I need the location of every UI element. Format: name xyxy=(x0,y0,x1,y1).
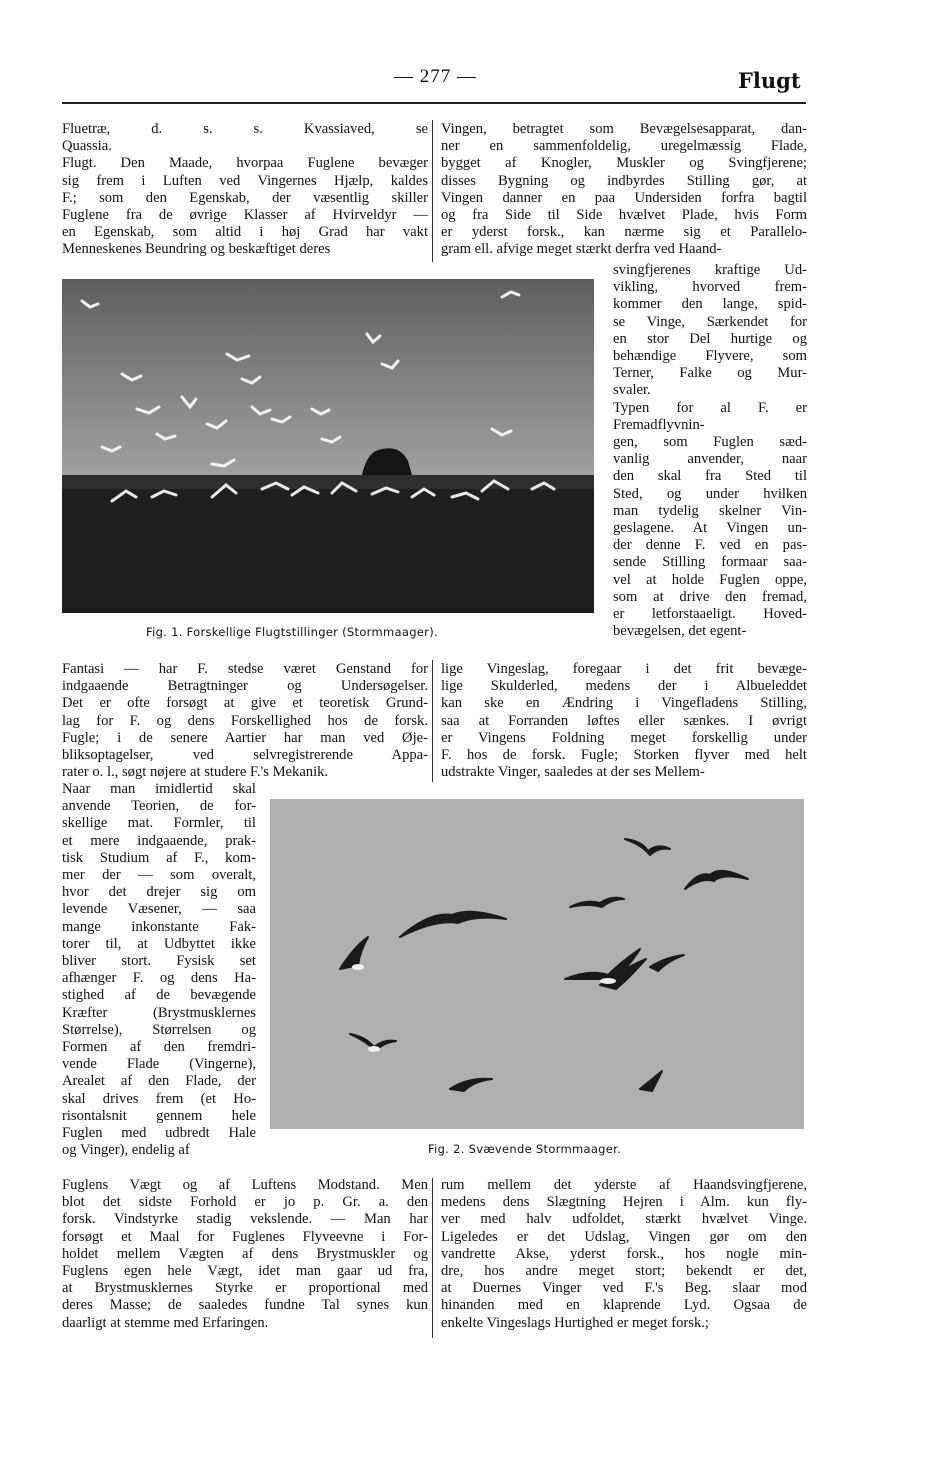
text-line: som at drive den fremad, xyxy=(613,588,807,605)
text-line: Vingen, betragtet som Bevægelsesapparat, dan- xyxy=(441,121,807,137)
text-line: skellige mat. Formler, til xyxy=(62,815,256,832)
text-line: vende Flade (Vingerne), xyxy=(62,1056,256,1073)
text-line: kommer den lange, spid- xyxy=(613,296,807,313)
text-line: svaler. xyxy=(613,382,651,399)
text-line: Fremadflyvnin- xyxy=(613,416,705,433)
figure-1-graphic xyxy=(62,279,594,613)
figure-1-caption: Fig. 1. Forskellige Flugtstillinger (Stormmaager). xyxy=(146,625,438,639)
text-line: og Vinger), endelig af xyxy=(62,1142,190,1159)
col2-top-text xyxy=(441,121,807,259)
text-line: hvor det drejer sig om xyxy=(62,884,256,901)
text-line: Terner, Falke og Mur- xyxy=(613,365,807,382)
col1-narrow-text xyxy=(62,781,256,1159)
text-line: at Duernes Vinger ved F.'s Beg. slaar mod xyxy=(441,1280,807,1297)
text-line: stighed af de bevægende xyxy=(62,987,256,1004)
text-line: gen, som Fuglen sæd- xyxy=(613,434,807,451)
text-line: rater o. l., søgt nøjere at studere F.'s Mekanik. xyxy=(62,764,329,781)
text-line: enkelte Vingeslags Hurtighed er meget forsk.; xyxy=(441,1314,709,1331)
text-line: Fuglens egen hele Vægt, idet man gaar ud fra, xyxy=(62,1263,428,1280)
text-line: man tydelig skelner Vin- xyxy=(613,502,807,519)
text-line: lige Skulderled, medens der i Albueleddet xyxy=(441,678,807,695)
col2-mid-text xyxy=(441,661,807,781)
text-line: Fuglene fra de øvrige Klasser af Hvirveldyr — xyxy=(62,207,428,224)
figure-2-caption: Fig. 2. Svævende Stormmaager. xyxy=(428,1142,622,1156)
page-number: — 277 — xyxy=(394,66,477,87)
text-line: vandrette Akse, yderst forsk., hos nogle min- xyxy=(441,1245,807,1262)
text-line: Arealet af den Flade, der xyxy=(62,1073,256,1090)
col2-bottom-text xyxy=(441,1177,807,1332)
text-line: en Egenskab, som altid i høj Grad har vakt xyxy=(62,224,428,241)
col1-mid-text xyxy=(62,661,428,781)
col1-top-text xyxy=(62,121,428,259)
text-line: anvende Teorien, de for- xyxy=(62,798,256,815)
text-line: der denne F. ved en pas- xyxy=(613,537,807,554)
text-line: daarligt at stemme med Erfaringen. xyxy=(62,1314,269,1331)
text-line: er letforstaaeligt. Hoved- xyxy=(613,606,807,623)
text-line: Formen af den fremdri- xyxy=(62,1039,256,1056)
figure-2-photo xyxy=(270,799,804,1129)
text-line: bliksoptagelser, ved selvregistrerende Appa- xyxy=(62,747,428,764)
text-line: Menneskenes Beundring og beskæftiget deres xyxy=(62,241,331,258)
text-line: holdet mellem Vægten af dens Brystmuskler og xyxy=(62,1245,428,1262)
text-line: er Vingens Foldning meget forskellig under xyxy=(441,729,807,746)
text-line: blot det sidste Forhold er jo p. Gr. a. den xyxy=(62,1194,428,1211)
text-line: Det er ofte forsøgt at give et teoretisk Grund- xyxy=(62,695,428,712)
col1-bottom-text xyxy=(62,1177,428,1332)
text-line: medens dens Slægtning Hejren i Alm. kun fly- xyxy=(441,1194,807,1211)
text-line: risontalsnit gennem hele xyxy=(62,1107,256,1124)
text-line: ner en sammenfoldelig, uregelmæssig Flade, xyxy=(441,138,807,155)
column-divider xyxy=(432,660,433,782)
text-line: gram ell. afvige meget stærkt derfra ved Haand- xyxy=(441,241,722,258)
text-line: bygget af Knogler, Muskler og Svingfjerene; xyxy=(441,155,807,172)
text-line: lag for F. og dens Forskellighed hos de forsk. xyxy=(62,712,428,729)
text-line: F.; som den Egenskab, der væsentlig skiller xyxy=(62,189,428,206)
text-line: Flugt. Den Maade, hvorpaa Fuglene bevæger xyxy=(62,155,428,172)
text-line: bliver stort. Fysisk set xyxy=(62,953,256,970)
text-line: Størrelse), Størrelsen og xyxy=(62,1021,256,1038)
text-line: vanlig anvender, naar xyxy=(613,451,807,468)
text-line: saa at Forranden løftes eller sænkes. I øvrigt xyxy=(441,712,807,729)
text-line: at Brystmusklernes Styrke er proportional med xyxy=(62,1280,428,1297)
section-title: Flugt xyxy=(738,68,801,93)
text-line: F. hos de forsk. Fugle; Storken flyver med helt xyxy=(441,747,807,764)
text-line: hinanden med en klaprende Lyd. Ogsaa de xyxy=(441,1297,807,1314)
text-line: kan ske en Ændring i Vingefladens Stilling, xyxy=(441,695,807,712)
col2-narrow-text xyxy=(613,262,807,640)
text-line: Sted, og under hvilken xyxy=(613,485,807,502)
text-line: sende Stilling formaar saa- xyxy=(613,554,807,571)
text-line: dre, hos andre meget stort; bekendt er det, xyxy=(441,1263,807,1280)
text-line: er yderst forsk., kan nærme sig et Parallelo- xyxy=(441,224,807,241)
text-line: skal drives frem (et Ho- xyxy=(62,1090,256,1107)
text-line: torer til, at Udbyttet ikke xyxy=(62,935,256,952)
text-line: en stor Del hurtige og xyxy=(613,330,807,347)
text-line: behændige Flyvere, som xyxy=(613,348,807,365)
text-line: deres Masse; de saaledes fundne Tal synes kun xyxy=(62,1297,428,1314)
text-line: mange inkonstante Fak- xyxy=(62,918,256,935)
text-line: Kræfter (Brystmusklernes xyxy=(62,1004,256,1021)
header-rule xyxy=(62,102,806,104)
figure-1-photo xyxy=(62,279,594,613)
text-line: udstrakte Vinger, saaledes at der ses Mellem- xyxy=(441,764,705,781)
text-line: den skal fra Sted til xyxy=(613,468,807,485)
text-line: Fluetræ, d. s. s. Kvassiaved, se xyxy=(62,121,428,137)
text-line: Fuglens Vægt og af Luftens Modstand. Men xyxy=(62,1177,428,1193)
text-line: Fugle; i de senere Aartier har man ved Øje- xyxy=(62,729,428,746)
text-line: vikling, hvorved frem- xyxy=(613,279,807,296)
text-line: Fantasi — har F. stedse været Genstand for xyxy=(62,661,428,677)
text-line: bevægelsen, det egent- xyxy=(613,623,747,640)
text-line: lige Vingeslag, foregaar i det frit bevæge- xyxy=(441,661,807,677)
text-line: Typen for al F. er xyxy=(613,399,807,416)
text-line: vel at holde Fuglen oppe, xyxy=(613,571,807,588)
text-line: se Vinge, Særkendet for xyxy=(613,313,807,330)
text-line: og fra Side til Side hvælvet Plade, hvis Form xyxy=(441,207,807,224)
text-line: Ligeledes er det Udslag, Vingen gør om den xyxy=(441,1228,807,1245)
column-divider xyxy=(432,120,433,262)
text-line: Quassia. xyxy=(62,138,112,155)
text-line: et mere indgaaende, prak- xyxy=(62,832,256,849)
text-line: indgaaende Betragtninger og Undersøgelser. xyxy=(62,678,428,695)
text-line: sig frem i Luften ved Vingernes Hjælp, kaldes xyxy=(62,172,428,189)
text-line: levende Væsener, — saa xyxy=(62,901,256,918)
text-line: ver med halv udfoldet, stærkt hvælvet Vinge. xyxy=(441,1211,807,1228)
text-line: forsøgt et Maal for Fuglenes Flyveevne i For- xyxy=(62,1228,428,1245)
text-line: geslagene. At Vingen un- xyxy=(613,520,807,537)
text-line: Fuglen med udbredt Hale xyxy=(62,1125,256,1142)
text-line: svingfjerenes kraftige Ud- xyxy=(613,262,807,278)
figure-2-graphic xyxy=(270,799,804,1129)
text-line: Naar man imidlertid skal xyxy=(62,781,256,797)
column-divider xyxy=(432,1178,433,1338)
text-line: disses Bygning og indbyrdes Stilling gør, at xyxy=(441,172,807,189)
text-line: forsk. Vindstyrke stadig vekslende. — Man har xyxy=(62,1211,428,1228)
text-line: afhænger F. og dens Ha- xyxy=(62,970,256,987)
text-line: mer der — som overalt, xyxy=(62,867,256,884)
text-line: tisk Studium af F., kom- xyxy=(62,849,256,866)
text-line: rum mellem det yderste af Haandsvingfjerene, xyxy=(441,1177,807,1193)
text-line: Vingen danner en paa Undersiden forfra bagtil xyxy=(441,189,807,206)
